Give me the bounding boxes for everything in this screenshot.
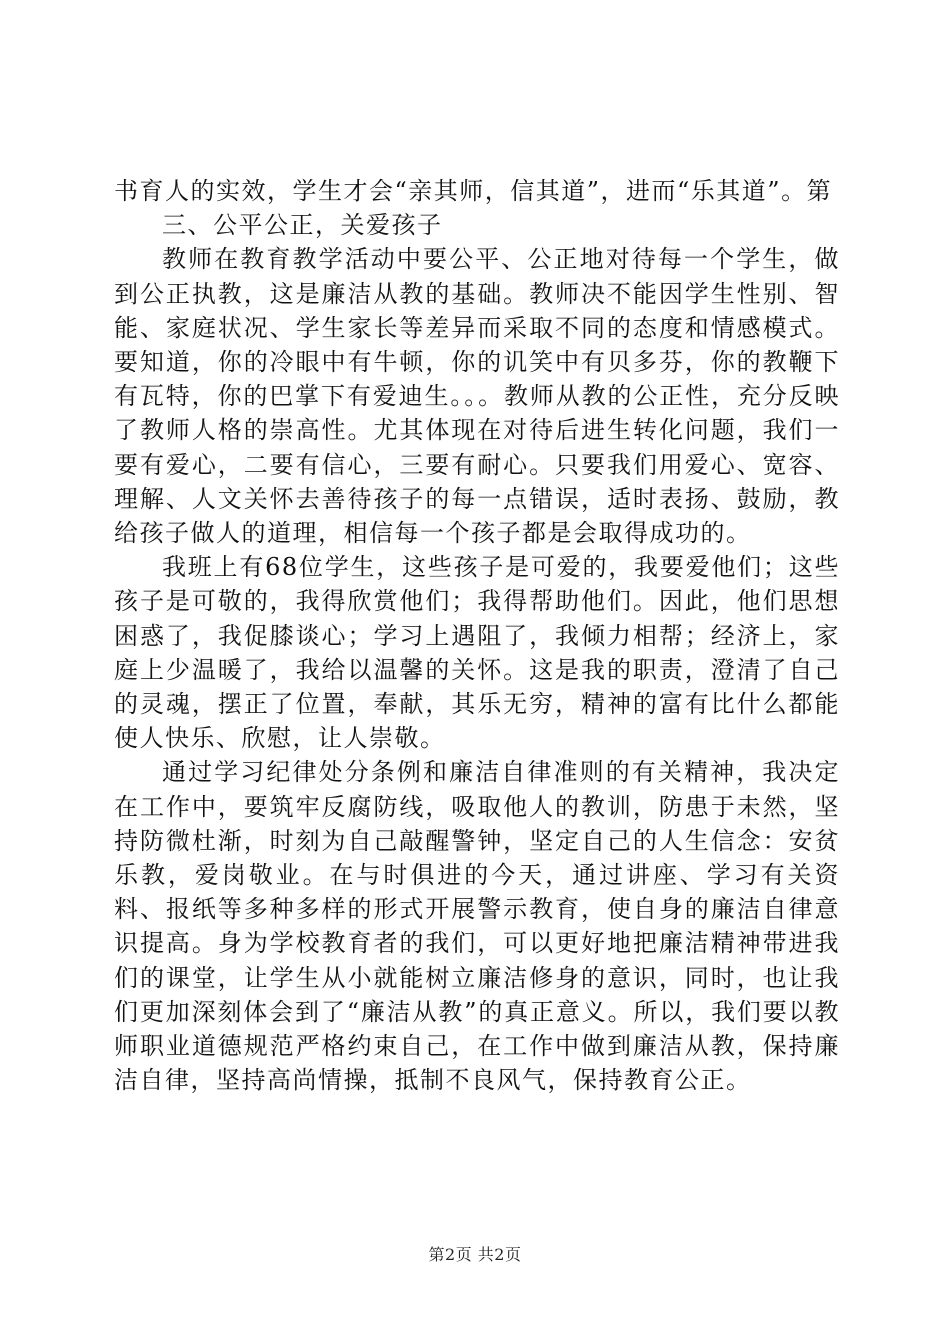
paragraph-fairness: 教师在教育教学活动中要公平、公正地对待每一个学生，做到公正执教，这是廉洁从教的基础。教师决不能因学生性别、智能、家庭状况、学生家长等差异而采取不同的态度和情感模式。要知道，你的冷眼中有牛顿，你的讥笑中有贝多芬，你的教鞭下有瓦特，你的巴掌下有爱迪生。。。教师从教的公正性，充分反映了教师人格的崇高性。尤其体现在对待后进生转化问题，我们一要有爱心，二要有信心，三要有耐心。只要我们用爱心、宽容、理解、人文关怀去善待孩子的每一点错误，适时表扬、鼓励，教给孩子做人的道理，相信每一个孩子都是会取得成功的。	[114, 245, 840, 548]
page-number: 第2页 共2页	[428, 1245, 522, 1264]
document-body	[114, 174, 840, 1097]
paragraph-class-students: 我班上有68位学生，这些孩子是可爱的，我要爱他们；这些孩子是可敬的，我得欣赏他们；我得帮助他们。因此，他们思想困惑了，我促膝谈心；学习上遇阻了，我倾力相帮；经济上，家庭上少温暖了，我给以温馨的关怀。这是我的职责，澄清了自己的灵魂，摆正了位置，奉献，其乐无穷，精神的富有比什么都能使人快乐、欣慰，让人崇敬。	[114, 553, 840, 753]
section-heading: 三、公平公正，关爱孩子	[162, 211, 443, 240]
paragraph-continuation: 书育人的实效，学生才会“亲其师，信其道”，进而“乐其道”。第	[114, 177, 833, 205]
paragraph-discipline-study: 通过学习纪律处分条例和廉洁自律准则的有关精神，我决定在工作中，要筑牢反腐防线，吸取他人的教训，防患于未然，坚持防微杜渐，时刻为自己敲醒警钟，坚定自己的人生信念：安贫乐教，爱岗敬业。在与时俱进的今天，通过讲座、学习有关资料、报纸等多种多样的形式开展警示教育，使自身的廉洁自律意识提高。身为学校教育者的我们，可以更好地把廉洁精神带进我们的课堂，让学生从小就能树立廉洁修身的意识，同时，也让我们更加深刻体会到了“廉洁从教”的真正意义。所以，我们要以教师职业道德规范严格约束自己，在工作中做到廉洁从教，保持廉洁自律，坚持高尚情操，抵制不良风气，保持教育公正。	[114, 758, 840, 1095]
page-footer	[0, 1244, 950, 1266]
